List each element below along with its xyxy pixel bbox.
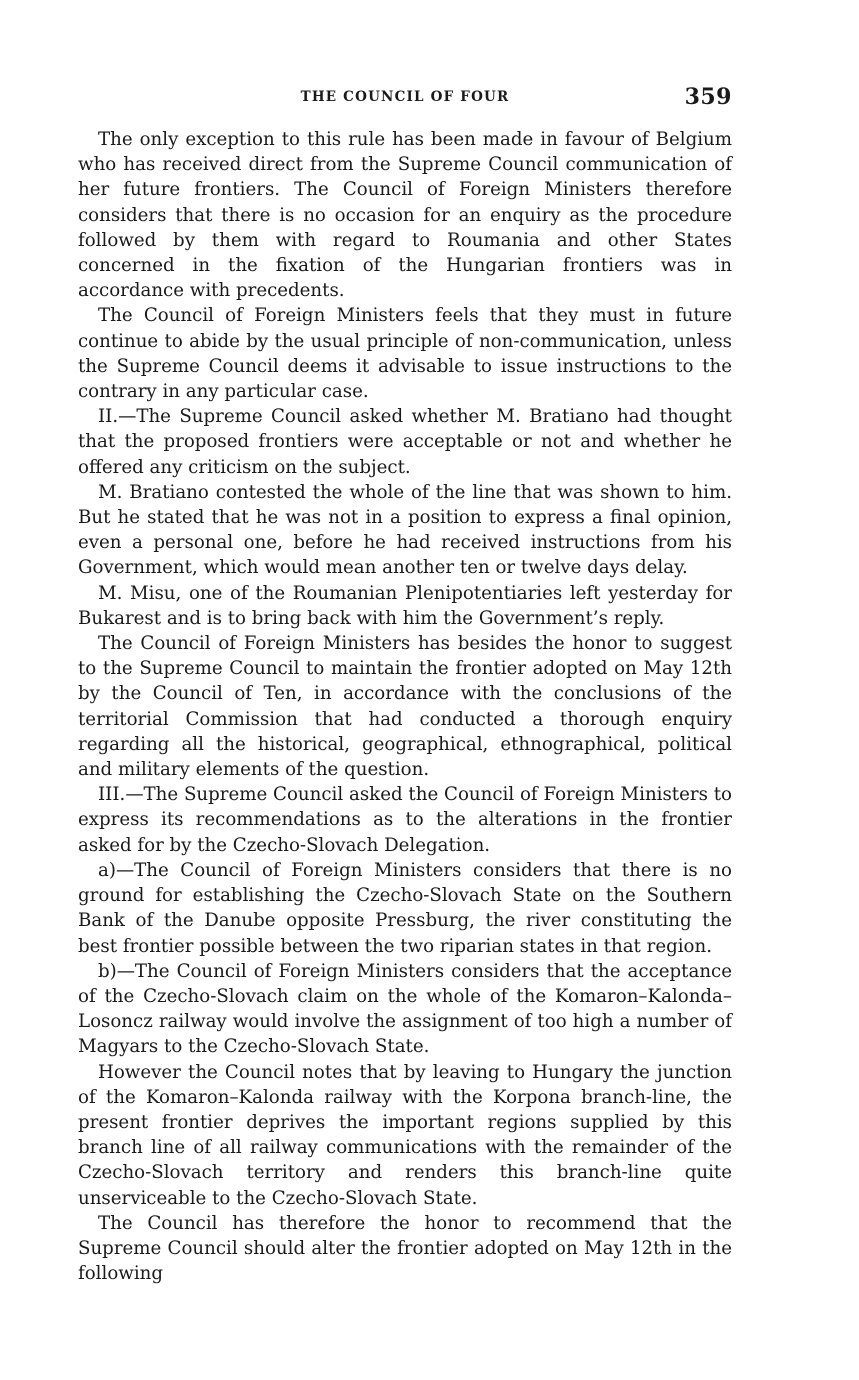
- paragraph-bratiano-contested: M. Bratiano contested the whole of the line that was shown to him. But he stated that he was not in a position to express a final opinion, even a personal one, before he had received instructions from his Government, which would mean another ten or twelve days delay.: [78, 481, 732, 579]
- paragraph-belgium-exception: The only exception to this rule has been made in favour of Belgium who has received direct from the Supreme Council communication of her future frontiers. The Council of Foreign Ministers therefore considers that there is no occasion for an enquiry as the procedure followed by them with regard to Roumania and other States concerned in the fixation of the Hungarian frontiers was in accordance with precedents.: [78, 129, 732, 302]
- paragraph-section-iii: III.—The Supreme Council asked the Council of Foreign Ministers to express its recommendations as to the alterations in the frontier asked for by the Czecho-Slovach Delegation.: [78, 784, 732, 856]
- paragraph-maintain-frontier: The Council of Foreign Ministers has besides the honor to suggest to the Supreme Council to maintain the frontier adopted on May 12th by the Council of Ten, in accordance with the conclusions of the territorial Commission that had conducted a thorough enquiry regarding all the historical, geographical, ethnographical, political and military elements of the question.: [78, 633, 732, 781]
- paragraph-misu: M. Misu, one of the Roumanian Plenipotentiaries left yesterday for Bukarest and is to bring back with him the Government’s reply.: [78, 582, 732, 629]
- paragraph-korpona-junction: However the Council notes that by leaving to Hungary the junction of the Komaron–Kalonda railway with the Korpona branch-line, the present frontier deprives the important regions supplied by this branch line of all railway communications with the remainder of the Czecho-Slovach territory and renders this branch-line quite unserviceable to the Czecho-Slovach State.: [78, 1061, 732, 1209]
- paragraph-section-ii: II.—The Supreme Council asked whether M. Bratiano had thought that the proposed frontiers were acceptable or not and whether he offered any criticism on the subject.: [78, 406, 732, 478]
- paragraph-recommendation: The Council has therefore the honor to recommend that the Supreme Council should alter the frontier adopted on May 12th in the following: [78, 1212, 732, 1285]
- paragraph-point-a: a)—The Council of Foreign Ministers considers that there is no ground for establishing the Czecho-Slovach State on the Southern Bank of the Danube opposite Pressburg, the river constituting the best frontier possible between the two riparian states in that region.: [78, 859, 732, 957]
- paragraph-non-communication: The Council of Foreign Ministers feels that they must in future continue to abide by the usual principle of non-communication, unless the Supreme Council deems it advisable to issue instructions to the contrary in any particular case.: [78, 305, 732, 403]
- page-number: 359: [684, 84, 732, 110]
- page-header: [78, 86, 732, 112]
- paragraph-point-b: b)—The Council of Foreign Ministers considers that the acceptance of the Czecho-Slovach claim on the whole of the Komaron–Kalonda–Losoncz railway would involve the assignment of too high a number of Magyars to the Czecho-Slovach State.: [78, 960, 732, 1058]
- body-text: [78, 127, 732, 1286]
- running-head: THE COUNCIL OF FOUR: [300, 89, 510, 105]
